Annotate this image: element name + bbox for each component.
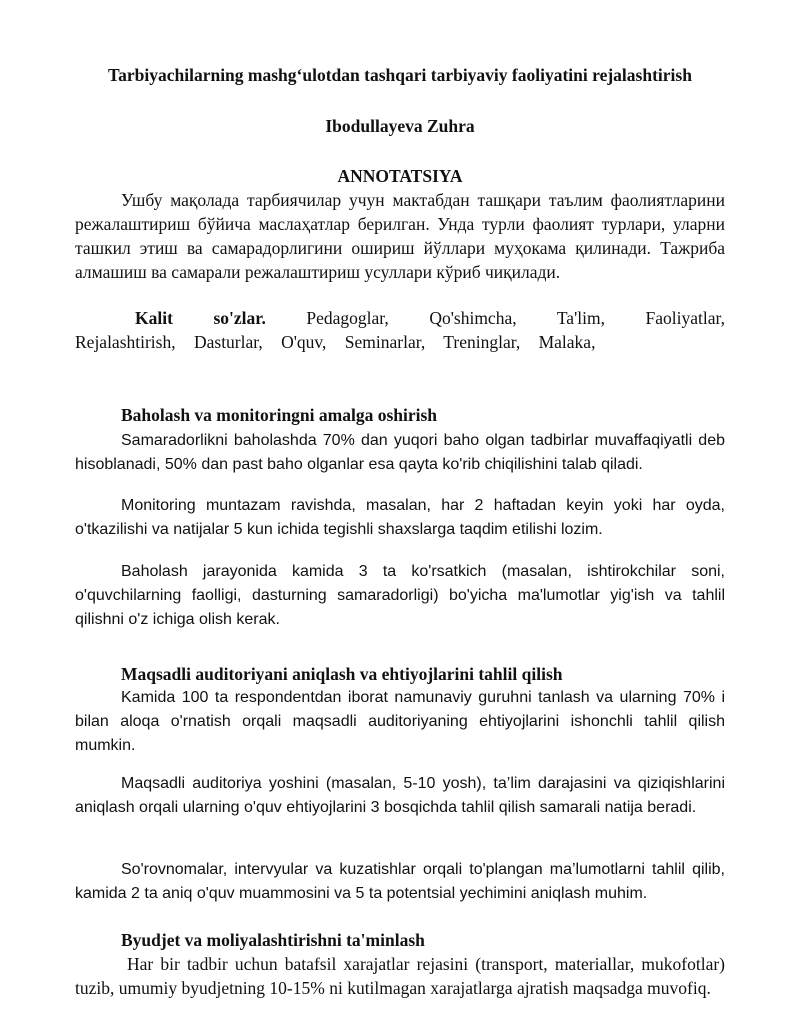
keywords-label: Kalit so'zlar.	[135, 308, 266, 328]
section-paragraph: Samaradorlikni baholashda 70% dan yuqori baho olgan tadbirlar muvaffaqiyatli deb hisoblanadi, 50% dan past baho olganlar esa qayta ko'rib chiqilishini talab qiladi.	[75, 432, 725, 473]
keywords-paragraph	[75, 306, 725, 354]
section-heading: Byudjet va moliyalashtirishni ta'minlash	[121, 930, 425, 950]
section-paragraph: Baholash jarayonida kamida 3 ta ko'rsatkich (masalan, ishtirokchilar soni, o'quvchilarning faolligi, dasturning samaradorligi) bo'yicha ma'lumotlar yig'ish va tahlil qilishni o'z ichiga olish kerak.	[75, 563, 725, 628]
section-paragraph: Maqsadli auditoriya yoshini (masalan, 5-10 yosh), ta’lim darajasini va qiziqishlarini aniqlash orqali ularning o'quv ehtiyojlarini 3 bosqichda tahlil qilish samarali natija beradi.	[75, 775, 725, 816]
section-heading: Baholash va monitoringni amalga oshirish	[121, 405, 438, 425]
section-paragraph: So'rovnomalar, intervyular va kuzatishlar orqali to'plangan ma’lumotlarni tahlil qilib, kamida 2 ta aniq o'quv muammosini va 5 ta potentsial yechimini aniqlash muhim.	[75, 861, 725, 902]
document-title: Tarbiyachilarning mashgʻulotdan tashqari tarbiyaviy faoliyatini rejalashtirish	[108, 65, 692, 85]
keywords-text: Pedagoglar, Qo'shimcha, Ta'lim, Faoliyatlar, Rejalashtirish, Dasturlar, O'quv, Seminarlar, Treninglar, Malaka,	[75, 308, 725, 352]
annotation-heading: ANNOTATSIYA	[337, 166, 463, 186]
annotation-paragraph: Ушбу мақолада тарбиячилар учун мактабдан ташқари таълим фаолиятларини режалаштириш бўйича маслаҳатлар берилган. Унда турли фаолият турлари, уларни ташкил этиш ва самарадорлигини ошириш йўллари муҳокама қилинади. Тажриба алмашиш ва самарали режалаштириш усуллари кўриб чиқилади.	[75, 190, 725, 282]
section-paragraph: Monitoring muntazam ravishda, masalan, har 2 haftadan keyin yoki har oyda, o'tkazilishi va natijalar 5 kun ichida tegishli shaxslarga taqdim etilishi lozim.	[75, 497, 725, 538]
section-paragraph: Kamida 100 ta respondentdan iborat namunaviy guruhni tanlash va ularning 70% i bilan aloqa o'rnatish orqali maqsadli auditoriyaning ehtiyojlarini ishonchli tahlil qilish mumkin.	[75, 689, 725, 754]
section-heading: Maqsadli auditoriyani aniqlash va ehtiyojlarini tahlil qilish	[121, 664, 563, 684]
document-author: Ibodullayeva Zuhra	[325, 116, 475, 136]
section-paragraph: Har bir tadbir uchun batafsil xarajatlar rejasini (transport, materiallar, mukofotlar) tuzib, umumiy byudjetning 10-15% ni kutilmagan xarajatlarga ajratish maqsadga muvofiq.	[75, 954, 725, 998]
